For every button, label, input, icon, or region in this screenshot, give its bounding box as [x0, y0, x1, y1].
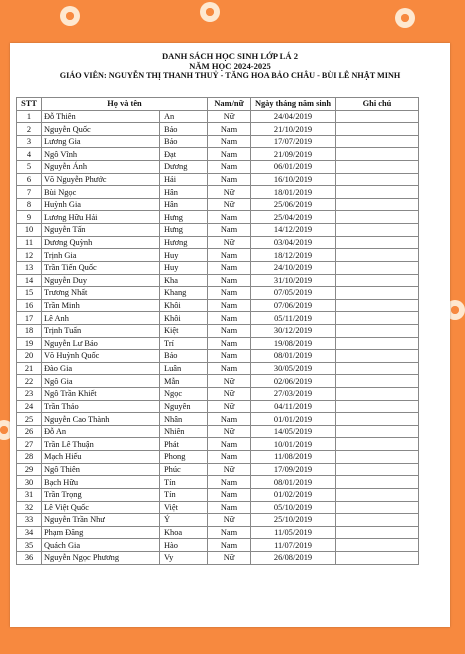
- dob-cell: 18/01/2019: [251, 186, 336, 199]
- sex-cell: Nam: [208, 488, 251, 501]
- first-name-cell: Lương Hữu Hải: [42, 211, 160, 224]
- table-row: [17, 388, 419, 401]
- first-name-cell: Ngô Gia: [42, 375, 160, 388]
- note-cell: [336, 362, 419, 375]
- sex-cell: Nữ: [208, 388, 251, 401]
- note-cell: [336, 413, 419, 426]
- stt-cell: 19: [17, 337, 42, 350]
- last-name-cell: Khôi: [160, 299, 208, 312]
- first-name-cell: Nguyễn Cao Thành: [42, 413, 160, 426]
- stt-cell: 34: [17, 526, 42, 539]
- dob-cell: 10/01/2019: [251, 438, 336, 451]
- stt-cell: 21: [17, 362, 42, 375]
- dob-cell: 01/01/2019: [251, 413, 336, 426]
- stt-cell: 9: [17, 211, 42, 224]
- stt-cell: 18: [17, 324, 42, 337]
- table-row: [17, 514, 419, 527]
- last-name-cell: Nguyên: [160, 400, 208, 413]
- dob-cell: 14/05/2019: [251, 425, 336, 438]
- last-name-cell: Khôi: [160, 312, 208, 325]
- first-name-cell: Bùi Ngọc: [42, 186, 160, 199]
- note-cell: [336, 274, 419, 287]
- last-name-cell: Việt: [160, 501, 208, 514]
- stt-cell: 28: [17, 451, 42, 464]
- last-name-cell: Hào: [160, 539, 208, 552]
- sex-cell: Nam: [208, 135, 251, 148]
- stt-cell: 35: [17, 539, 42, 552]
- dob-cell: 30/05/2019: [251, 362, 336, 375]
- column-header-note: Ghi chú: [336, 98, 419, 111]
- dob-cell: 07/06/2019: [251, 299, 336, 312]
- last-name-cell: Dương: [160, 161, 208, 174]
- last-name-cell: Nhân: [160, 413, 208, 426]
- table-row: [17, 337, 419, 350]
- dob-cell: 25/10/2019: [251, 514, 336, 527]
- stt-cell: 17: [17, 312, 42, 325]
- first-name-cell: Nguyễn Trần Như: [42, 514, 160, 527]
- column-header-name: Họ và tên: [42, 98, 208, 111]
- stt-cell: 2: [17, 123, 42, 136]
- stt-cell: 13: [17, 261, 42, 274]
- stt-cell: 26: [17, 425, 42, 438]
- first-name-cell: Lê Việt Quốc: [42, 501, 160, 514]
- teachers-line: GIÁO VIÊN: NGUYỄN THỊ THANH THUỶ - TĂNG HOA BẢO CHÂU - BÙI LÊ NHẬT MINH: [59, 71, 401, 80]
- dob-cell: 19/08/2019: [251, 337, 336, 350]
- first-name-cell: Trần Minh: [42, 299, 160, 312]
- first-name-cell: Nguyễn Tấn: [42, 224, 160, 237]
- sex-cell: Nam: [208, 261, 251, 274]
- first-name-cell: Quách Gia: [42, 539, 160, 552]
- sex-cell: Nam: [208, 173, 251, 186]
- stt-cell: 23: [17, 388, 42, 401]
- dob-cell: 11/05/2019: [251, 526, 336, 539]
- stt-cell: 12: [17, 249, 42, 262]
- table-row: [17, 198, 419, 211]
- last-name-cell: Kha: [160, 274, 208, 287]
- sex-cell: Nam: [208, 413, 251, 426]
- document-title: DANH SÁCH HỌC SINH LỚP LÁ 2: [161, 51, 299, 61]
- table-row: [17, 451, 419, 464]
- note-cell: [336, 173, 419, 186]
- sex-cell: Nam: [208, 274, 251, 287]
- dob-cell: 18/12/2019: [251, 249, 336, 262]
- note-cell: [336, 261, 419, 274]
- first-name-cell: Đỗ Thiên: [42, 110, 160, 123]
- note-cell: [336, 123, 419, 136]
- stt-cell: 24: [17, 400, 42, 413]
- table-row: [17, 186, 419, 199]
- dob-cell: 30/12/2019: [251, 324, 336, 337]
- first-name-cell: Trịnh Gia: [42, 249, 160, 262]
- note-cell: [336, 388, 419, 401]
- class-list-sheet: [10, 43, 450, 627]
- first-name-cell: Trần Tiến Quốc: [42, 261, 160, 274]
- sex-cell: Nam: [208, 312, 251, 325]
- stt-cell: 10: [17, 224, 42, 237]
- stt-cell: 25: [17, 413, 42, 426]
- note-cell: [336, 350, 419, 363]
- note-cell: [336, 198, 419, 211]
- note-cell: [336, 451, 419, 464]
- stt-cell: 16: [17, 299, 42, 312]
- stt-cell: 5: [17, 161, 42, 174]
- stt-cell: 32: [17, 501, 42, 514]
- table-row: [17, 463, 419, 476]
- sex-cell: Nam: [208, 148, 251, 161]
- note-cell: [336, 211, 419, 224]
- table-row: [17, 551, 419, 564]
- dob-cell: 01/02/2019: [251, 488, 336, 501]
- dob-cell: 25/06/2019: [251, 198, 336, 211]
- note-cell: [336, 463, 419, 476]
- sex-cell: Nữ: [208, 514, 251, 527]
- last-name-cell: Bảo: [160, 123, 208, 136]
- first-name-cell: Ngô Trần Khiết: [42, 388, 160, 401]
- last-name-cell: Khoa: [160, 526, 208, 539]
- table-row: [17, 413, 419, 426]
- sex-cell: Nam: [208, 324, 251, 337]
- first-name-cell: Nguyễn Ánh: [42, 161, 160, 174]
- note-cell: [336, 438, 419, 451]
- table-row: [17, 123, 419, 136]
- note-cell: [336, 135, 419, 148]
- note-cell: [336, 337, 419, 350]
- last-name-cell: Phúc: [160, 463, 208, 476]
- note-cell: [336, 375, 419, 388]
- sex-cell: Nữ: [208, 375, 251, 388]
- dob-cell: 21/09/2019: [251, 148, 336, 161]
- sex-cell: Nam: [208, 224, 251, 237]
- column-header-dob: Ngày tháng năm sinh: [251, 98, 336, 111]
- dob-cell: 17/07/2019: [251, 135, 336, 148]
- last-name-cell: Hưng: [160, 224, 208, 237]
- sex-cell: Nữ: [208, 400, 251, 413]
- stt-cell: 4: [17, 148, 42, 161]
- dob-cell: 16/10/2019: [251, 173, 336, 186]
- note-cell: [336, 551, 419, 564]
- first-name-cell: Trần Trọng: [42, 488, 160, 501]
- sex-cell: Nam: [208, 362, 251, 375]
- last-name-cell: Hưng: [160, 211, 208, 224]
- note-cell: [336, 476, 419, 489]
- table-row: [17, 362, 419, 375]
- table-row: [17, 287, 419, 300]
- dob-cell: 17/09/2019: [251, 463, 336, 476]
- sex-cell: Nữ: [208, 186, 251, 199]
- table-row: [17, 425, 419, 438]
- last-name-cell: Hân: [160, 186, 208, 199]
- sex-cell: Nữ: [208, 236, 251, 249]
- last-name-cell: Bảo: [160, 135, 208, 148]
- note-cell: [336, 425, 419, 438]
- sex-cell: Nam: [208, 350, 251, 363]
- table-row: [17, 110, 419, 123]
- dob-cell: 07/05/2019: [251, 287, 336, 300]
- sex-cell: Nữ: [208, 198, 251, 211]
- stt-cell: 1: [17, 110, 42, 123]
- dob-cell: 05/10/2019: [251, 501, 336, 514]
- last-name-cell: Huy: [160, 261, 208, 274]
- first-name-cell: Huỳnh Gia: [42, 198, 160, 211]
- dob-cell: 26/08/2019: [251, 551, 336, 564]
- last-name-cell: Ý: [160, 514, 208, 527]
- dob-cell: 11/07/2019: [251, 539, 336, 552]
- sex-cell: Nam: [208, 249, 251, 262]
- stt-cell: 11: [17, 236, 42, 249]
- dob-cell: 31/10/2019: [251, 274, 336, 287]
- last-name-cell: Trí: [160, 337, 208, 350]
- dob-cell: 11/08/2019: [251, 451, 336, 464]
- dob-cell: 14/12/2019: [251, 224, 336, 237]
- note-cell: [336, 312, 419, 325]
- stt-cell: 15: [17, 287, 42, 300]
- note-cell: [336, 161, 419, 174]
- dob-cell: 05/11/2019: [251, 312, 336, 325]
- table-row: [17, 438, 419, 451]
- flower-decoration: [60, 6, 80, 26]
- sex-cell: Nam: [208, 287, 251, 300]
- dob-cell: 27/03/2019: [251, 388, 336, 401]
- first-name-cell: Bạch Hữu: [42, 476, 160, 489]
- last-name-cell: An: [160, 110, 208, 123]
- table-row: [17, 324, 419, 337]
- first-name-cell: Đào Gia: [42, 362, 160, 375]
- flower-decoration: [395, 8, 415, 28]
- first-name-cell: Phạm Đăng: [42, 526, 160, 539]
- table-row: [17, 173, 419, 186]
- table-row: [17, 350, 419, 363]
- first-name-cell: Trần Thảo: [42, 400, 160, 413]
- stt-cell: 27: [17, 438, 42, 451]
- last-name-cell: Hải: [160, 173, 208, 186]
- student-table: [16, 97, 419, 565]
- table-row: [17, 249, 419, 262]
- table-row: [17, 488, 419, 501]
- note-cell: [336, 249, 419, 262]
- sex-cell: Nam: [208, 211, 251, 224]
- table-row: [17, 148, 419, 161]
- table-row: [17, 211, 419, 224]
- first-name-cell: Nguyễn Ngọc Phương: [42, 551, 160, 564]
- first-name-cell: Dương Quỳnh: [42, 236, 160, 249]
- last-name-cell: Bảo: [160, 350, 208, 363]
- table-row: [17, 476, 419, 489]
- sex-cell: Nam: [208, 299, 251, 312]
- last-name-cell: Hân: [160, 198, 208, 211]
- last-name-cell: Kiệt: [160, 324, 208, 337]
- flower-decoration: [200, 2, 220, 22]
- first-name-cell: Nguyễn Duy: [42, 274, 160, 287]
- table-row: [17, 135, 419, 148]
- last-name-cell: Tín: [160, 488, 208, 501]
- sex-cell: Nữ: [208, 425, 251, 438]
- stt-cell: 7: [17, 186, 42, 199]
- first-name-cell: Võ Nguyễn Phước: [42, 173, 160, 186]
- stt-cell: 36: [17, 551, 42, 564]
- table-row: [17, 526, 419, 539]
- note-cell: [336, 287, 419, 300]
- dob-cell: 21/10/2019: [251, 123, 336, 136]
- sex-cell: Nam: [208, 539, 251, 552]
- first-name-cell: Ngô Vĩnh: [42, 148, 160, 161]
- dob-cell: 24/04/2019: [251, 110, 336, 123]
- note-cell: [336, 236, 419, 249]
- last-name-cell: Hương: [160, 236, 208, 249]
- dob-cell: 25/04/2019: [251, 211, 336, 224]
- note-cell: [336, 539, 419, 552]
- school-year: NĂM HỌC 2024-2025: [189, 61, 271, 71]
- sex-cell: Nữ: [208, 463, 251, 476]
- first-name-cell: Trương Nhất: [42, 287, 160, 300]
- last-name-cell: Khang: [160, 287, 208, 300]
- sex-cell: Nam: [208, 476, 251, 489]
- sex-cell: Nam: [208, 451, 251, 464]
- table-row: [17, 161, 419, 174]
- stt-cell: 22: [17, 375, 42, 388]
- table-row: [17, 236, 419, 249]
- last-name-cell: Mẫn: [160, 375, 208, 388]
- note-cell: [336, 324, 419, 337]
- table-row: [17, 261, 419, 274]
- table-row: [17, 224, 419, 237]
- stt-cell: 31: [17, 488, 42, 501]
- first-name-cell: Trịnh Tuấn: [42, 324, 160, 337]
- column-header-stt: STT: [17, 98, 42, 111]
- last-name-cell: Huy: [160, 249, 208, 262]
- stt-cell: 33: [17, 514, 42, 527]
- table-row: [17, 312, 419, 325]
- last-name-cell: Vy: [160, 551, 208, 564]
- last-name-cell: Ngọc: [160, 388, 208, 401]
- dob-cell: 04/11/2019: [251, 400, 336, 413]
- note-cell: [336, 501, 419, 514]
- first-name-cell: Nguyễn Quốc: [42, 123, 160, 136]
- sex-cell: Nam: [208, 161, 251, 174]
- last-name-cell: Tín: [160, 476, 208, 489]
- first-name-cell: Ngô Thiên: [42, 463, 160, 476]
- last-name-cell: Luân: [160, 362, 208, 375]
- table-header-row: [17, 98, 419, 111]
- table-row: [17, 274, 419, 287]
- sex-cell: Nam: [208, 337, 251, 350]
- note-cell: [336, 148, 419, 161]
- table-row: [17, 539, 419, 552]
- stt-cell: 3: [17, 135, 42, 148]
- note-cell: [336, 299, 419, 312]
- note-cell: [336, 488, 419, 501]
- stt-cell: 29: [17, 463, 42, 476]
- dob-cell: 03/04/2019: [251, 236, 336, 249]
- dob-cell: 08/01/2019: [251, 350, 336, 363]
- last-name-cell: Phát: [160, 438, 208, 451]
- last-name-cell: Phong: [160, 451, 208, 464]
- sex-cell: Nam: [208, 526, 251, 539]
- stt-cell: 14: [17, 274, 42, 287]
- note-cell: [336, 526, 419, 539]
- sex-cell: Nữ: [208, 110, 251, 123]
- note-cell: [336, 514, 419, 527]
- last-name-cell: Đạt: [160, 148, 208, 161]
- note-cell: [336, 186, 419, 199]
- dob-cell: 06/01/2019: [251, 161, 336, 174]
- note-cell: [336, 224, 419, 237]
- table-row: [17, 299, 419, 312]
- stt-cell: 8: [17, 198, 42, 211]
- sex-cell: Nữ: [208, 551, 251, 564]
- dob-cell: 02/06/2019: [251, 375, 336, 388]
- first-name-cell: Nguyễn Lư Bảo: [42, 337, 160, 350]
- note-cell: [336, 400, 419, 413]
- stt-cell: 6: [17, 173, 42, 186]
- dob-cell: 08/01/2019: [251, 476, 336, 489]
- stt-cell: 20: [17, 350, 42, 363]
- column-header-sex: Nam/nữ: [208, 98, 251, 111]
- first-name-cell: Trần Lê Thuận: [42, 438, 160, 451]
- note-cell: [336, 110, 419, 123]
- table-row: [17, 375, 419, 388]
- last-name-cell: Nhiên: [160, 425, 208, 438]
- first-name-cell: Mạch Hiếu: [42, 451, 160, 464]
- sex-cell: Nam: [208, 501, 251, 514]
- stt-cell: 30: [17, 476, 42, 489]
- first-name-cell: Võ Huỳnh Quốc: [42, 350, 160, 363]
- dob-cell: 24/10/2019: [251, 261, 336, 274]
- first-name-cell: Đỗ An: [42, 425, 160, 438]
- student-rows: [17, 110, 419, 564]
- table-row: [17, 400, 419, 413]
- first-name-cell: Lương Gia: [42, 135, 160, 148]
- sex-cell: Nam: [208, 123, 251, 136]
- first-name-cell: Lê Anh: [42, 312, 160, 325]
- table-row: [17, 501, 419, 514]
- sex-cell: Nam: [208, 438, 251, 451]
